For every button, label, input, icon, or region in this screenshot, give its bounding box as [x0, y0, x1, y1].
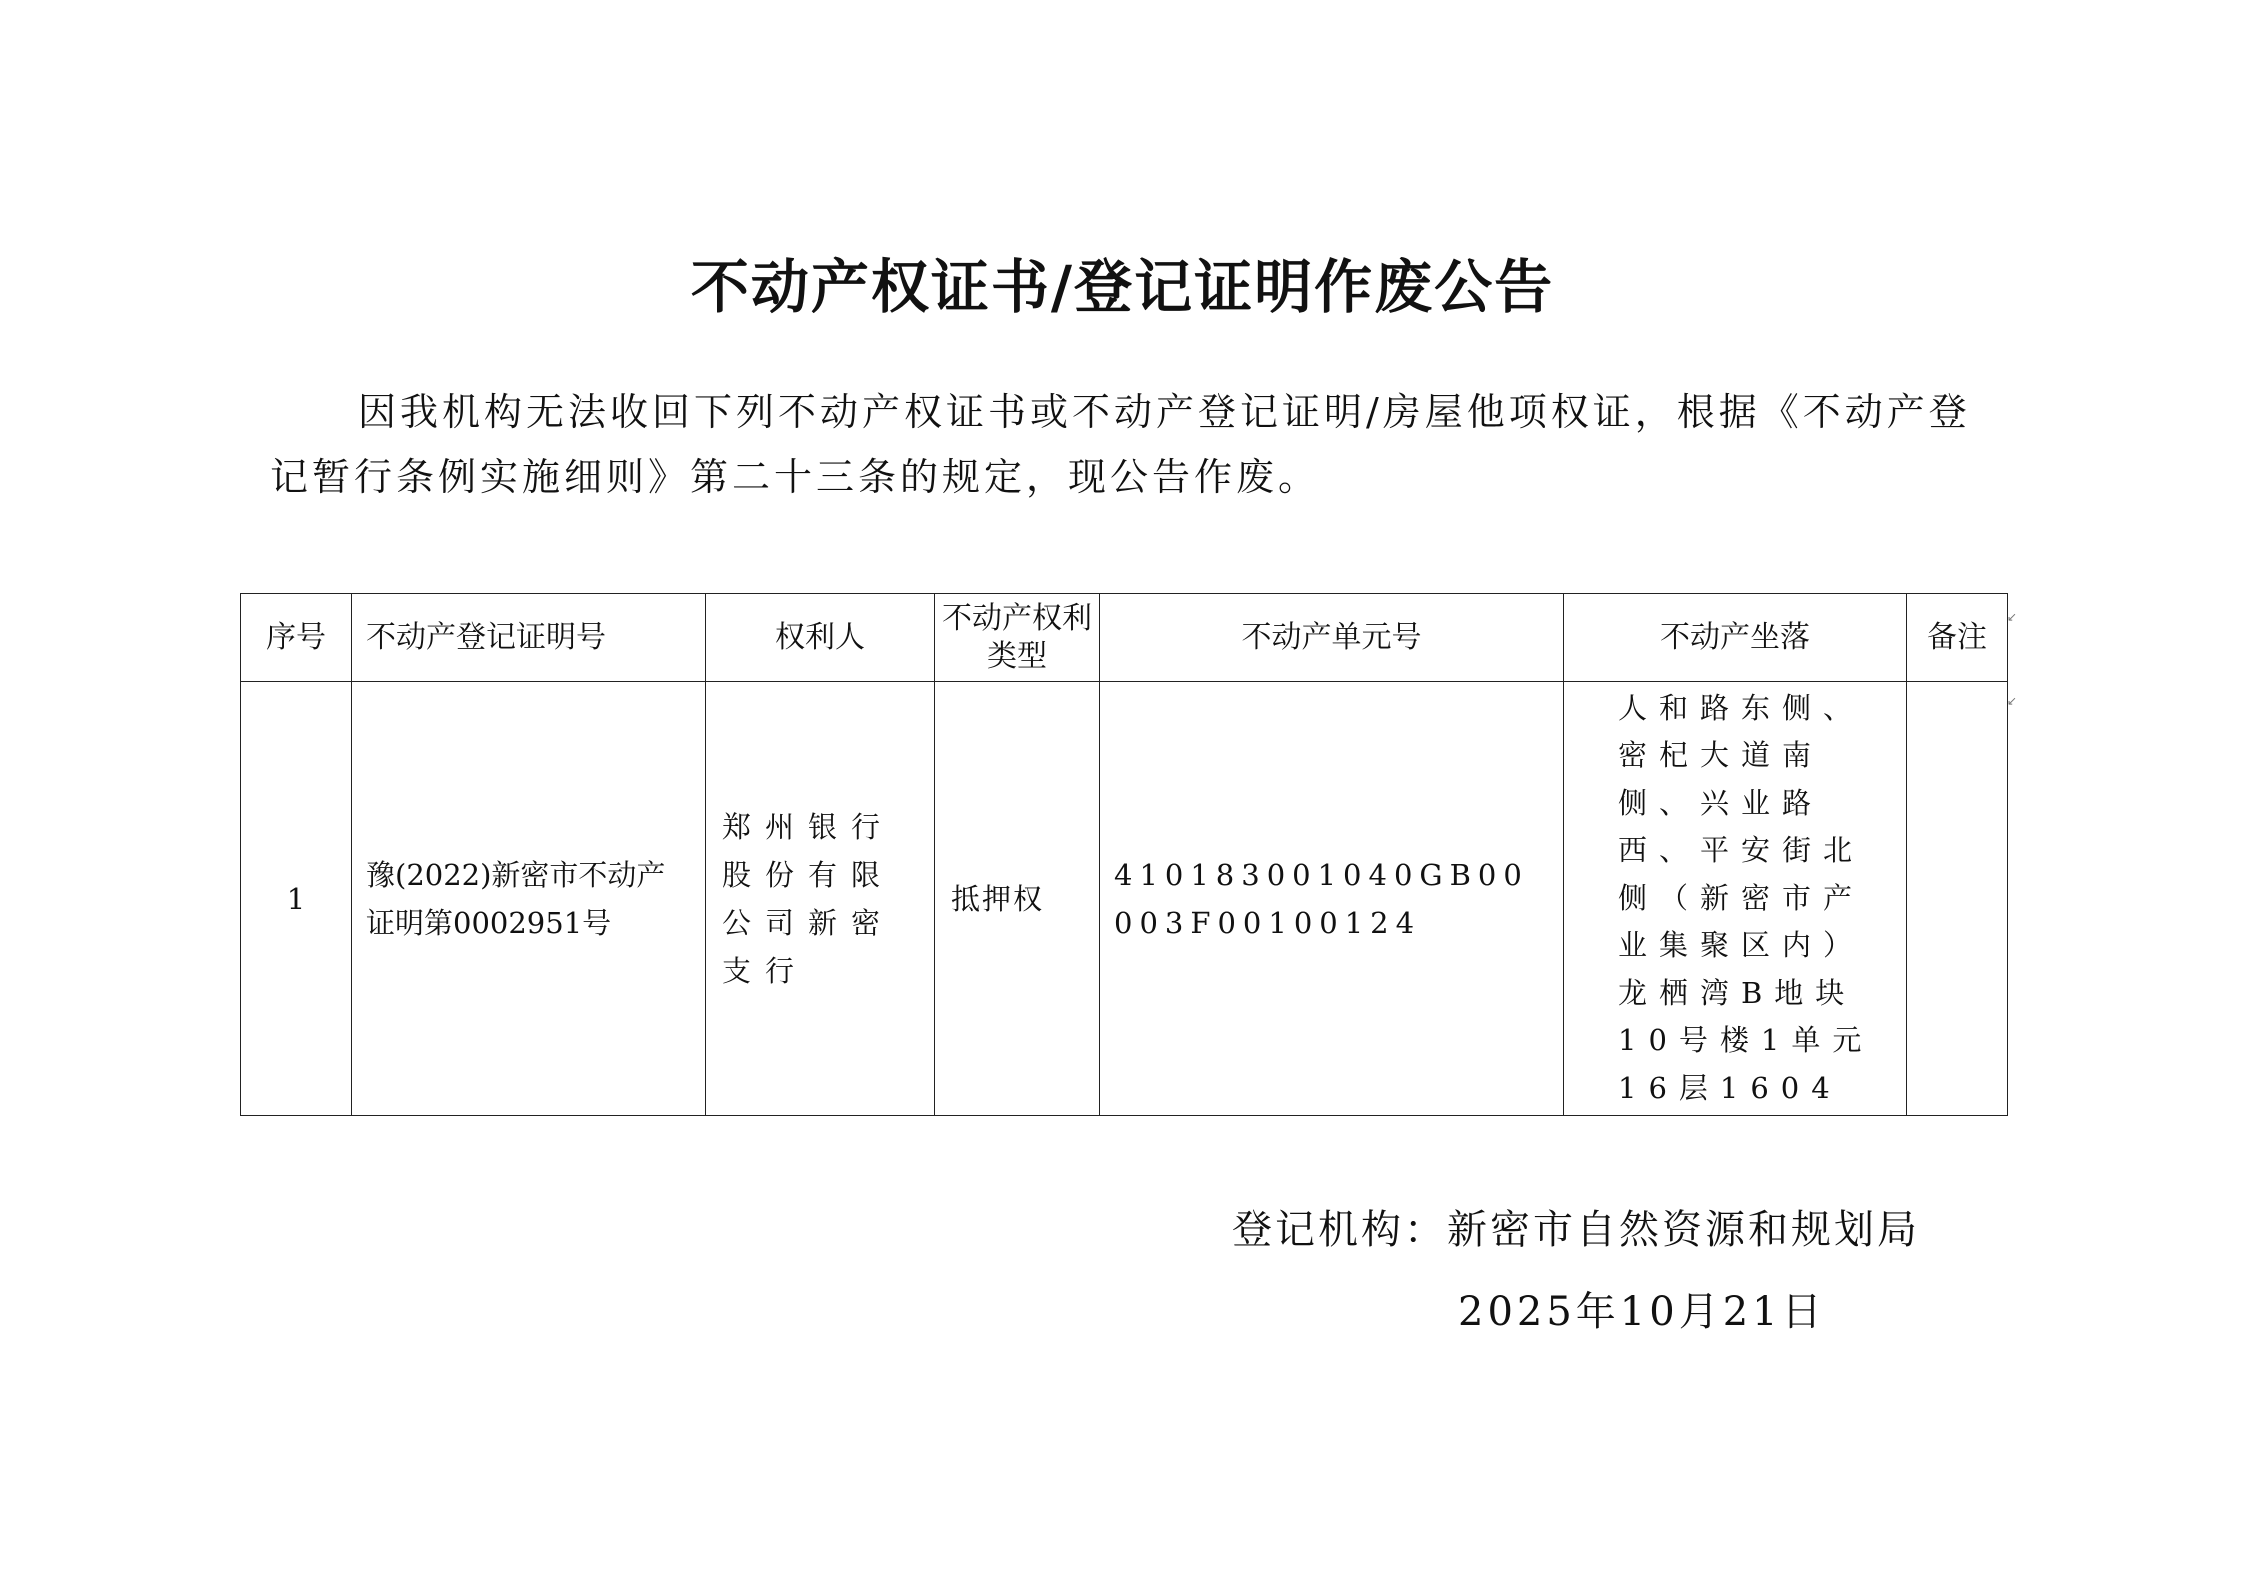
cell-owner: 郑州银行股份有限公司新密支行	[706, 682, 935, 1116]
cell-remark	[1907, 682, 2008, 1116]
header-cert-no: 不动产登记证明号	[352, 594, 706, 682]
registration-authority: 登记机构：新密市自然资源和规划局	[1232, 1207, 1920, 1253]
header-location: 不动产坐落	[1564, 594, 1907, 682]
table-row	[241, 682, 2008, 1116]
notice-table	[240, 593, 2008, 1116]
table-header-row	[241, 594, 2008, 682]
header-right-type: 不动产权利类型	[935, 594, 1100, 682]
cell-unit-no: 410183001040GB00003F00100124	[1100, 682, 1564, 1116]
header-unit-no: 不动产单元号	[1100, 594, 1564, 682]
cell-right-type: 抵押权	[935, 682, 1100, 1116]
margin-mark-icon: ↙	[2007, 610, 2018, 624]
notice-paragraph: 因我机构无法收回下列不动产权证书或不动产登记证明/房屋他项权证，根据《不动产登记暂行条例实施细则》第二十三条的规定，现公告作废。	[270, 390, 1971, 499]
notice-date: 2025年10月21日	[1458, 1289, 1826, 1335]
margin-mark-icon: ↙	[2007, 694, 2018, 708]
header-seq: 序号	[241, 594, 352, 682]
header-owner: 权利人	[706, 594, 935, 682]
page-title: 不动产权证书/登记证明作废公告	[690, 253, 1555, 321]
cell-seq: 1	[241, 682, 352, 1116]
cell-location: 人和路东侧、密杞大道南侧、兴业路西、平安街北侧（新密市产业集聚区内）龙栖湾B地块10号楼1单元16层1604	[1564, 682, 1907, 1116]
cell-cert-no: 豫(2022)新密市不动产证明第0002951号	[352, 682, 706, 1116]
header-remark: 备注	[1907, 594, 2008, 682]
